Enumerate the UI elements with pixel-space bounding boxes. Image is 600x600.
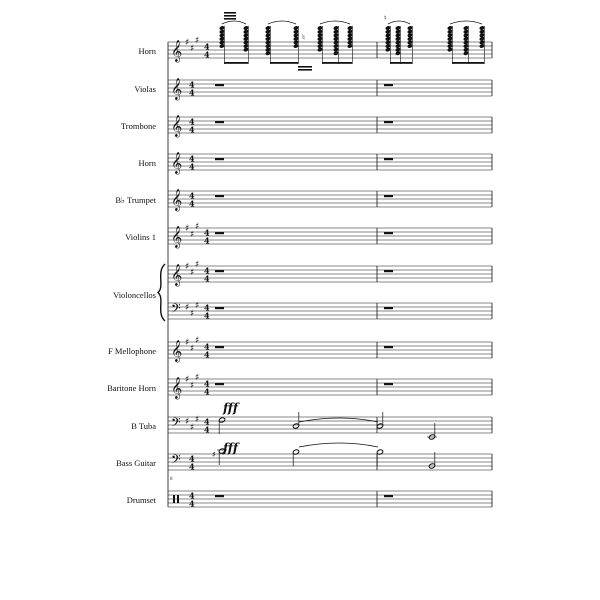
key-signature-sharp: ♯ <box>195 336 200 346</box>
instrument-label-violins-1: Violins 1 <box>125 232 156 242</box>
beam <box>270 62 298 64</box>
time-signature-numerator: 4 <box>204 341 210 352</box>
time-signature-numerator: 4 <box>189 116 195 127</box>
instrument-label-trumpet: B♭ Trumpet <box>115 195 156 205</box>
key-signature-sharp: ♯ <box>185 262 190 272</box>
whole-rest-icon <box>215 383 224 385</box>
time-signature-numerator: 4 <box>204 41 210 52</box>
whole-rest-icon <box>384 158 393 160</box>
key-signature-sharp: ♯ <box>190 381 195 391</box>
whole-rest-icon <box>384 84 393 86</box>
tie <box>320 21 350 24</box>
key-signature-sharp: ♯ <box>195 222 200 232</box>
whole-rest-icon <box>215 307 224 309</box>
time-signature-denominator: 4 <box>204 424 210 435</box>
beam <box>298 66 312 68</box>
treble-clef-icon: 𝄞 <box>171 152 183 174</box>
instrument-label-mellophone: F Mellophone <box>108 346 156 356</box>
tie <box>299 418 378 422</box>
key-signature-sharp: ♯ <box>185 303 190 313</box>
footnote: 8 <box>170 477 173 482</box>
staff-2 <box>168 80 492 96</box>
time-signature-denominator: 4 <box>189 87 195 98</box>
staff-3 <box>168 117 492 133</box>
staff-11 <box>168 417 492 433</box>
staff-13 <box>168 491 492 507</box>
time-signature-denominator: 4 <box>204 235 210 246</box>
time-signature-denominator: 4 <box>204 386 210 397</box>
whole-rest-icon <box>215 270 224 272</box>
tie <box>222 21 246 24</box>
whole-rest-icon <box>215 232 224 234</box>
whole-rest-icon <box>215 84 224 86</box>
instrument-label-horn-2: Horn <box>138 158 156 168</box>
key-signature-sharp: ♯ <box>190 44 195 54</box>
staff-12 <box>168 454 492 470</box>
treble-clef-icon: 𝄞 <box>171 189 183 211</box>
beam <box>224 12 236 14</box>
whole-rest-icon <box>384 307 393 309</box>
whole-rest-icon <box>215 495 224 497</box>
bass-clef-icon: 𝄢 <box>171 415 181 433</box>
percussion-clef-icon <box>177 495 179 503</box>
time-signature-numerator: 4 <box>189 490 195 501</box>
whole-rest-icon <box>384 195 393 197</box>
whole-rest-icon <box>215 158 224 160</box>
staff-7 <box>168 266 492 282</box>
beam <box>298 69 312 71</box>
staff-5 <box>168 191 492 207</box>
whole-rest-icon <box>384 495 393 497</box>
violoncellos-brace <box>158 264 165 321</box>
whole-rest-icon <box>384 346 393 348</box>
instrument-label-trombone: Trombone <box>120 121 156 131</box>
tie <box>388 21 410 24</box>
staff-8 <box>168 303 492 319</box>
whole-rest-icon <box>215 121 224 123</box>
treble-clef-icon: 𝄞 <box>171 377 183 399</box>
natural-accidental-icon: ♮ <box>384 14 387 22</box>
time-signature-denominator: 4 <box>189 161 195 172</box>
instrument-label-tuba: B Tuba <box>131 421 156 431</box>
bass-clef-icon: 𝄢 <box>171 301 181 319</box>
tie <box>268 21 296 24</box>
key-signature-sharp: ♯ <box>190 268 195 278</box>
key-signature-sharp: ♯ <box>190 423 195 433</box>
time-signature-numerator: 4 <box>204 378 210 389</box>
time-signature-numerator: 4 <box>189 453 195 464</box>
key-signature-sharp: ♯ <box>185 38 190 48</box>
whole-rest-icon <box>384 121 393 123</box>
whole-rest-icon <box>384 232 393 234</box>
treble-clef-icon: 𝄞 <box>171 264 183 286</box>
time-signature-numerator: 4 <box>189 190 195 201</box>
instrument-label-violoncellos: Violoncellos <box>113 290 156 300</box>
time-signature-numerator: 4 <box>189 153 195 164</box>
key-signature-sharp: ♯ <box>185 338 190 348</box>
key-signature-sharp: ♯ <box>195 260 200 270</box>
staff-10 <box>168 379 492 395</box>
key-signature-sharp: ♯ <box>190 309 195 319</box>
time-signature-denominator: 4 <box>204 310 210 321</box>
treble-clef-icon: 𝄞 <box>171 226 183 248</box>
staff-9 <box>168 342 492 358</box>
time-signature-numerator: 4 <box>204 416 210 427</box>
key-signature-sharp: ♯ <box>185 417 190 427</box>
percussion-clef-icon <box>173 495 175 503</box>
staff-1 <box>168 42 492 58</box>
treble-clef-icon: 𝄞 <box>171 40 183 62</box>
time-signature-denominator: 4 <box>204 273 210 284</box>
time-signature-denominator: 4 <box>189 498 195 509</box>
time-signature-numerator: 4 <box>204 265 210 276</box>
instrument-label-violas: Violas <box>134 84 156 94</box>
whole-rest-icon <box>384 270 393 272</box>
time-signature-denominator: 4 <box>204 349 210 360</box>
whole-rest-icon <box>215 195 224 197</box>
key-signature-sharp: ♯ <box>195 373 200 383</box>
treble-clef-icon: 𝄞 <box>171 340 183 362</box>
key-signature-sharp: ♯ <box>195 415 200 425</box>
beam <box>224 15 236 17</box>
time-signature-denominator: 4 <box>189 198 195 209</box>
dynamic-fff-tuba: fff <box>223 401 239 415</box>
beam <box>224 62 248 64</box>
bass-clef-icon: 𝄢 <box>171 452 181 470</box>
time-signature-numerator: 4 <box>204 227 210 238</box>
tie <box>299 443 378 447</box>
staff-4 <box>168 154 492 170</box>
beam <box>390 62 412 64</box>
key-signature-sharp: ♯ <box>190 230 195 240</box>
time-signature-denominator: 4 <box>189 461 195 472</box>
whole-rest-icon <box>384 383 393 385</box>
time-signature-denominator: 4 <box>189 124 195 135</box>
key-signature-sharp: ♯ <box>190 344 195 354</box>
instrument-label-horn-1: Horn <box>138 46 156 56</box>
instrument-label-bass-guitar: Bass Guitar <box>116 458 156 468</box>
whole-rest-icon <box>215 346 224 348</box>
time-signature-denominator: 4 <box>204 49 210 60</box>
beam <box>224 18 236 20</box>
tie <box>450 21 482 24</box>
key-signature-sharp: ♯ <box>195 36 200 46</box>
instrument-label-drumset: Drumset <box>126 495 156 505</box>
natural-accidental-icon: ♮ <box>302 33 305 42</box>
beam <box>452 62 484 64</box>
time-signature-numerator: 4 <box>189 79 195 90</box>
key-signature-sharp: ♯ <box>185 224 190 234</box>
staff-6 <box>168 228 492 244</box>
beam <box>322 62 352 64</box>
key-signature-sharp: ♯ <box>185 375 190 385</box>
treble-clef-icon: 𝄞 <box>171 115 183 137</box>
sharp-accidental-icon: ♯ <box>212 450 216 459</box>
instrument-label-baritone-horn: Baritone Horn <box>107 383 156 393</box>
dynamic-fff-bass-guitar: fff <box>223 441 239 455</box>
time-signature-numerator: 4 <box>204 302 210 313</box>
key-signature-sharp: ♯ <box>195 301 200 311</box>
treble-clef-icon: 𝄞 <box>171 78 183 100</box>
